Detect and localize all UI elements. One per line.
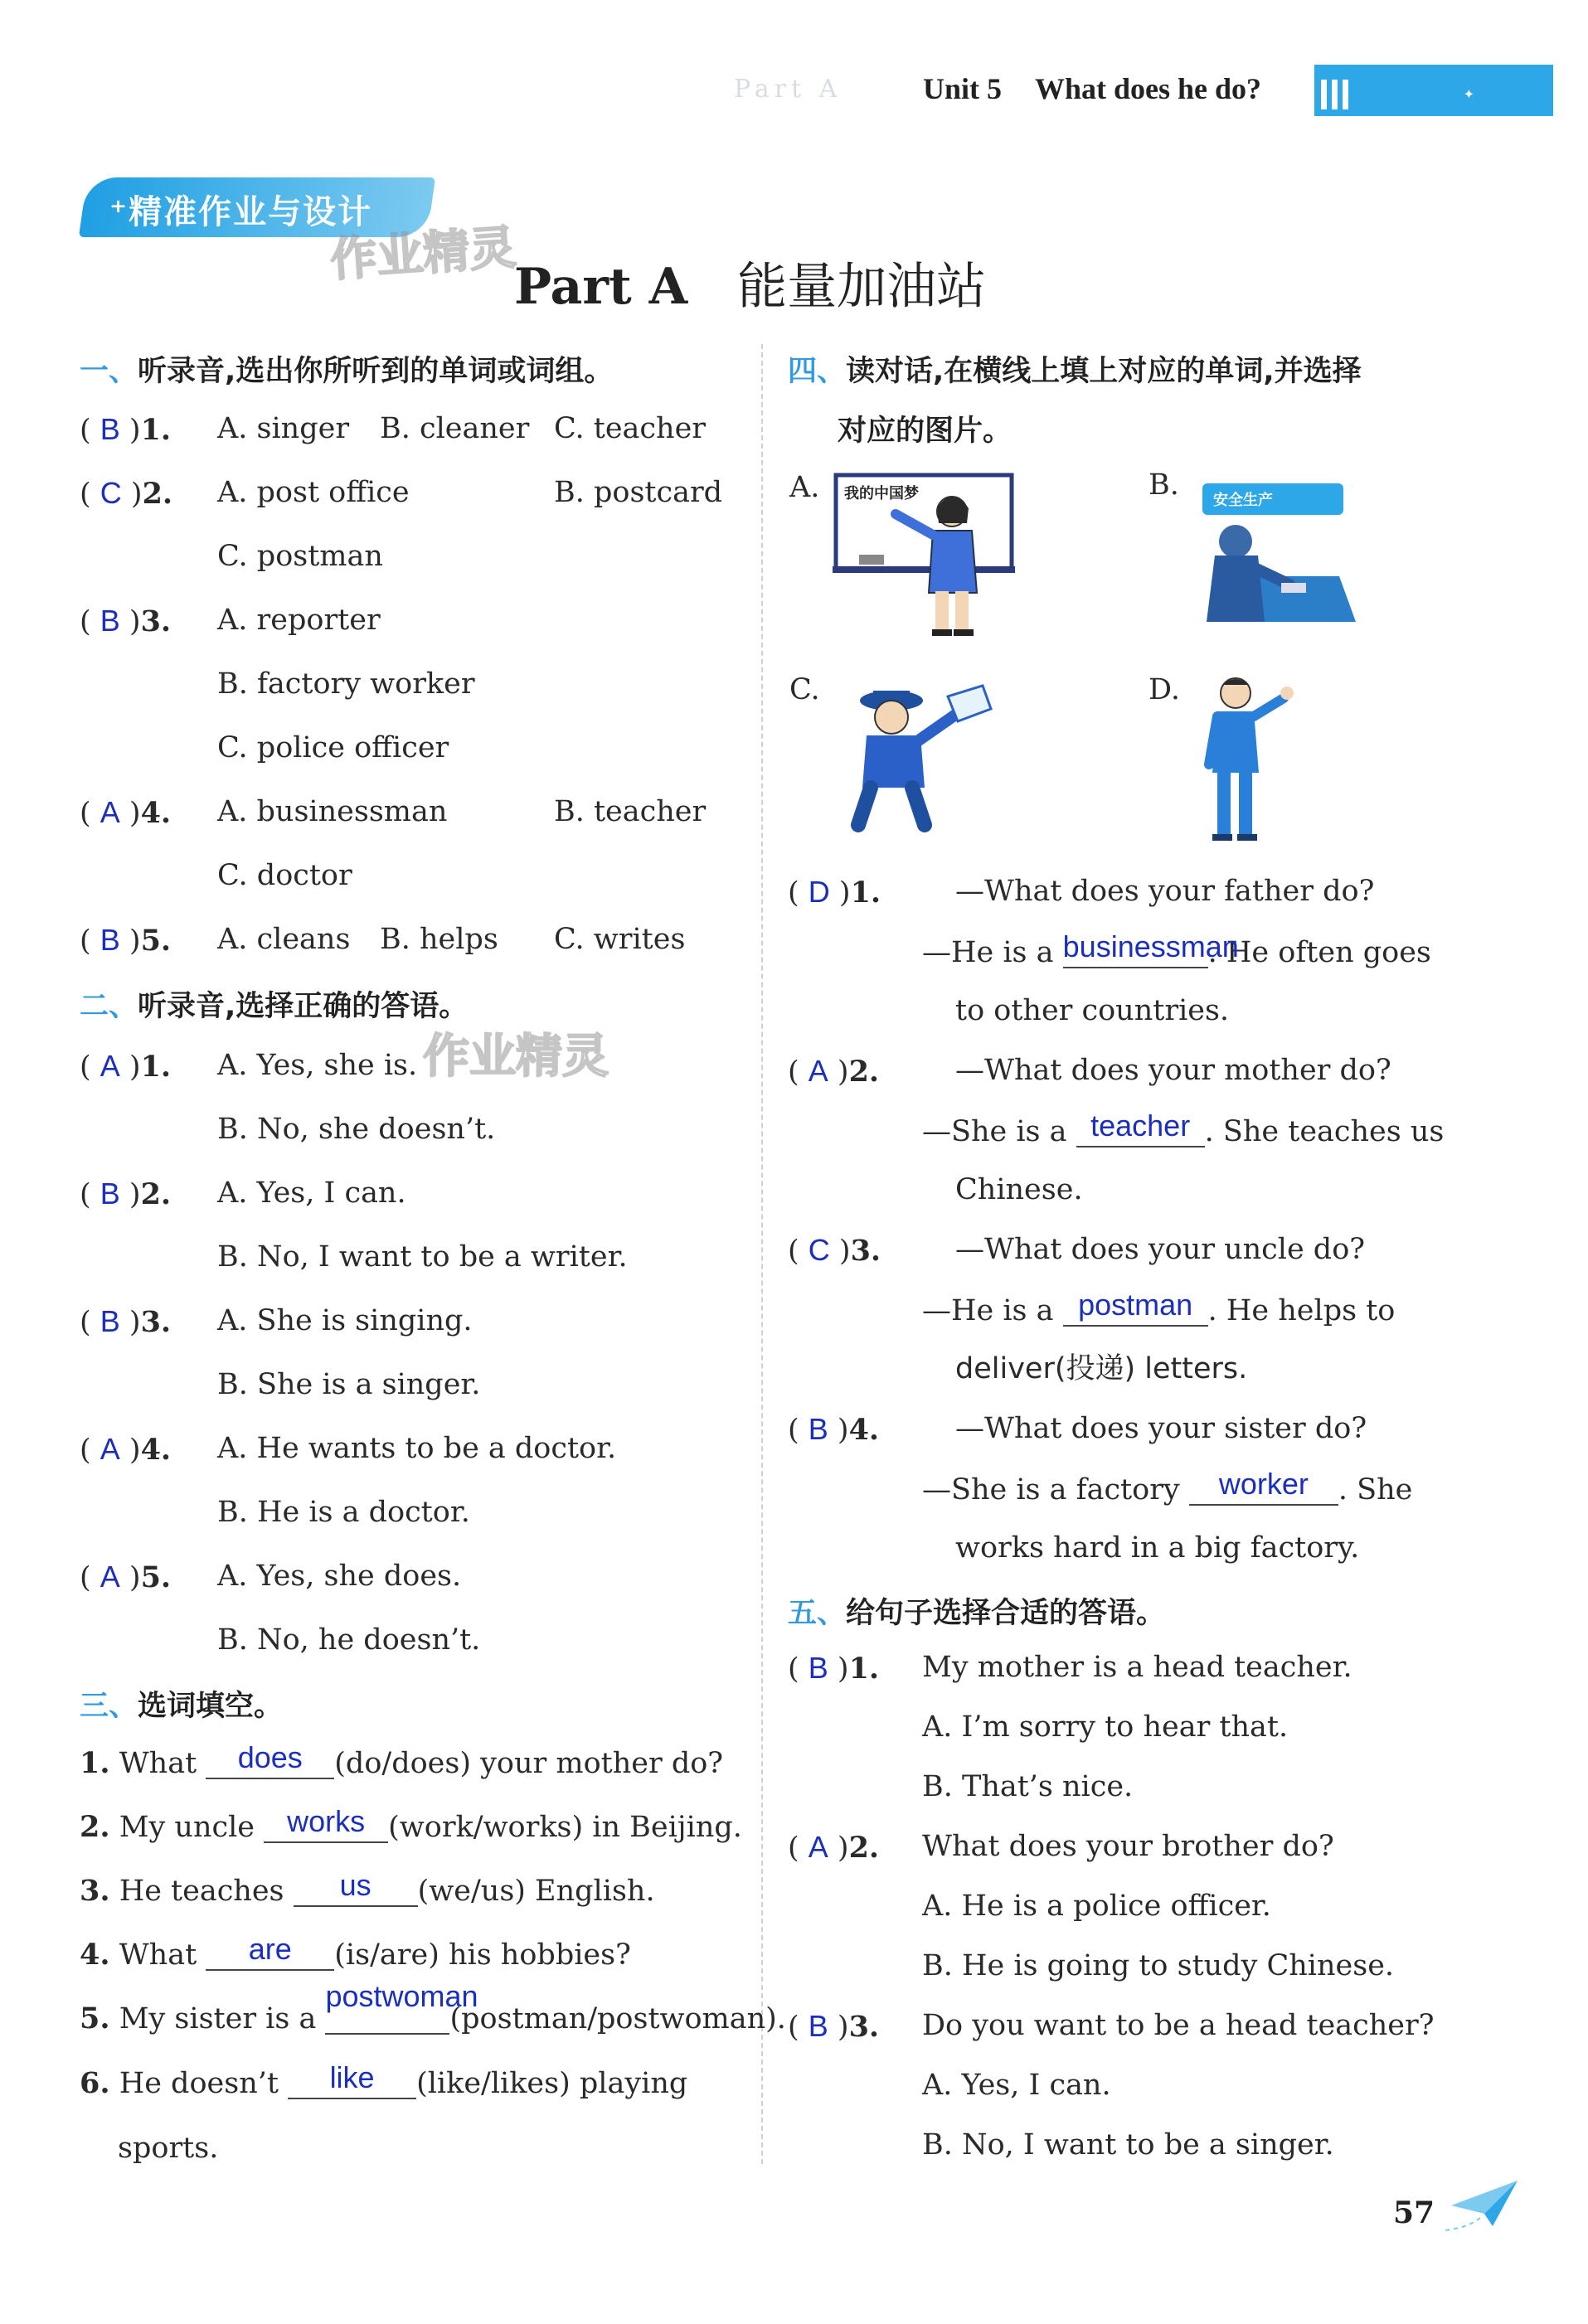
list-item: ( A )2.: [788, 1830, 880, 1865]
section-3-heading: 三、选词填空。: [80, 1690, 284, 1723]
list-item: ( B )5.: [80, 923, 172, 958]
paper-plane-icon: [1443, 2172, 1526, 2239]
continuation-text: Chinese.: [955, 1173, 1083, 1206]
list-item: ( B )2.: [80, 1177, 172, 1211]
list-item: ( B )3.: [80, 1304, 172, 1339]
option-text: B. cleaner: [380, 412, 530, 445]
dialogue-line: —He is a postman . He helps to: [922, 1288, 1396, 1327]
question-text: Do you want to be a head teacher?: [922, 2009, 1435, 2042]
list-item: ( B )1.: [788, 1651, 880, 1686]
option-text: A. singer: [217, 412, 350, 445]
section-5-heading: 五、给句子选择合适的答语。: [788, 1597, 1166, 1630]
blank-field[interactable]: us: [294, 1875, 418, 1907]
fill-blank-item: 2. My uncle works (work/works) in Beijing.: [80, 1804, 742, 1844]
fill-blank-item: 4. What are (is/are) his hobbies?: [80, 1932, 631, 1972]
blank-field[interactable]: are: [206, 1939, 334, 1971]
option-text: B. factory worker: [217, 667, 475, 701]
blank-field[interactable]: businessman: [1063, 937, 1208, 968]
section-1-heading: 一、听录音,选出你所听到的单词或词组。: [80, 355, 614, 388]
unit-label: Unit 5: [923, 72, 1003, 105]
section-2-heading: 二、听录音,选择正确的答语。: [80, 990, 469, 1023]
fill-blank-item: 1. What does (do/does) your mother do?: [80, 1740, 724, 1780]
list-item: ( A )4.: [80, 795, 172, 830]
list-item: ( A )4.: [80, 1432, 172, 1467]
dialogue-line: —He is a businessman. He often goes: [922, 929, 1431, 969]
option-text: A. businessman: [217, 795, 448, 828]
option-text: A. Yes, I can.: [922, 2069, 1111, 2102]
blank-field[interactable]: teacher: [1076, 1116, 1205, 1147]
option-text: A. He is a police officer.: [922, 1890, 1271, 1923]
list-item: ( A )1.: [80, 1049, 172, 1084]
page-header: [923, 71, 1261, 106]
option-text: B. He is a doctor.: [217, 1496, 470, 1529]
option-text: C. police officer: [217, 731, 449, 764]
fill-blank-item: 5. My sister is a postwoman(postman/postwoman).: [80, 1979, 786, 2035]
header-faint-text: Part A: [734, 75, 843, 104]
option-text: B. He is going to study Chinese.: [922, 1949, 1395, 1982]
picture-label: C.: [789, 673, 820, 706]
option-text: B. That’s nice.: [922, 1770, 1134, 1803]
sparkle-icon: ✦: [1463, 86, 1474, 102]
continuation-text: deliver(投递) letters.: [955, 1352, 1248, 1385]
option-text: B. No, he doesn’t.: [217, 1623, 481, 1657]
list-item: ( C )3.: [788, 1233, 881, 1268]
option-text: C. doctor: [217, 859, 352, 892]
option-text: B. No, I want to be a writer.: [217, 1240, 628, 1274]
blank-field[interactable]: does: [206, 1748, 334, 1779]
option-text: B. teacher: [554, 795, 707, 828]
continuation-text: to other countries.: [955, 994, 1230, 1027]
page-title: Part A 能量加油站: [514, 258, 987, 316]
option-text: B. No, I want to be a singer.: [922, 2128, 1334, 2161]
blank-field[interactable]: works: [264, 1812, 388, 1843]
stripes-icon: [1321, 80, 1353, 113]
dialogue-line: —She is a factory worker . She: [922, 1467, 1413, 1506]
option-text: C. writes: [554, 923, 686, 956]
blank-field[interactable]: postman: [1063, 1295, 1208, 1327]
question-text: —What does your uncle do?: [955, 1233, 1366, 1266]
option-text: A. I’m sorry to hear that.: [922, 1710, 1289, 1744]
businessman-picture: [1186, 673, 1310, 847]
option-text: A. She is singing.: [217, 1304, 473, 1337]
picture-label: A.: [789, 471, 820, 504]
fill-blank-item: 3. He teaches us (we/us) English.: [80, 1868, 655, 1908]
blank-field[interactable]: postwoman: [325, 2003, 449, 2035]
option-text: B. postcard: [554, 476, 723, 509]
option-text: A. reporter: [217, 604, 381, 637]
option-text: B. She is a singer.: [217, 1368, 481, 1401]
blank-field[interactable]: like: [288, 2068, 416, 2099]
banner-title: ⁺精准作业与设计: [109, 193, 373, 231]
unit-title: What does he do?: [1035, 72, 1262, 105]
picture-label: D.: [1149, 673, 1180, 706]
picture-label: B.: [1149, 468, 1179, 502]
list-item: ( B )1.: [80, 412, 172, 447]
watermark: 作业精灵: [423, 1030, 609, 1084]
blank-field[interactable]: worker: [1189, 1474, 1338, 1506]
option-text: A. Yes, she does.: [217, 1560, 462, 1593]
teacher-picture: [829, 468, 1020, 643]
list-item: ( A )5.: [80, 1560, 172, 1594]
option-text: A. Yes, she is.: [217, 1049, 418, 1082]
option-text: A. post office: [217, 476, 410, 509]
postman-picture: [833, 676, 999, 833]
option-text: A. cleans: [217, 923, 351, 956]
fill-blank-item: 6. He doesn’t like (like/likes) playing: [80, 2060, 688, 2100]
watermark: 作业精灵: [328, 221, 518, 288]
list-item: ( A )2.: [788, 1054, 880, 1089]
dialogue-line: —She is a teacher . She teaches us: [922, 1109, 1445, 1148]
factory-worker-picture: [1182, 477, 1364, 626]
question-text: —What does your father do?: [955, 875, 1375, 908]
continuation-text: sports.: [118, 2132, 219, 2165]
list-item: ( B )3.: [80, 604, 172, 638]
question-text: —What does your mother do?: [955, 1054, 1391, 1087]
question-text: What does your brother do?: [922, 1830, 1334, 1863]
option-text: B. helps: [380, 923, 498, 956]
column-divider: [761, 344, 763, 2164]
safety-sign-text: 安全生产: [1213, 492, 1273, 509]
list-item: ( B )4.: [788, 1412, 880, 1447]
page-number: 57: [1393, 2195, 1435, 2230]
option-text: C. teacher: [554, 412, 707, 445]
option-text: A. He wants to be a doctor.: [217, 1432, 617, 1465]
continuation-text: works hard in a big factory.: [955, 1531, 1360, 1565]
section-4-heading: 四、读对话,在横线上填上对应的单词,并选择: [788, 355, 1362, 388]
board-text: 我的中国梦: [844, 485, 919, 502]
question-text: My mother is a head teacher.: [922, 1651, 1352, 1684]
header-decor-bar: [1314, 65, 1553, 116]
option-text: B. No, she doesn’t.: [217, 1113, 496, 1146]
list-item: ( D )1.: [788, 875, 881, 910]
section-4-heading-cont: 对应的图片。: [838, 415, 1013, 448]
question-text: —What does your sister do?: [955, 1412, 1367, 1445]
list-item: ( B )3.: [788, 2009, 880, 2044]
list-item: ( C )2.: [80, 476, 173, 511]
option-text: A. Yes, I can.: [217, 1177, 406, 1210]
option-text: C. postman: [217, 540, 383, 573]
